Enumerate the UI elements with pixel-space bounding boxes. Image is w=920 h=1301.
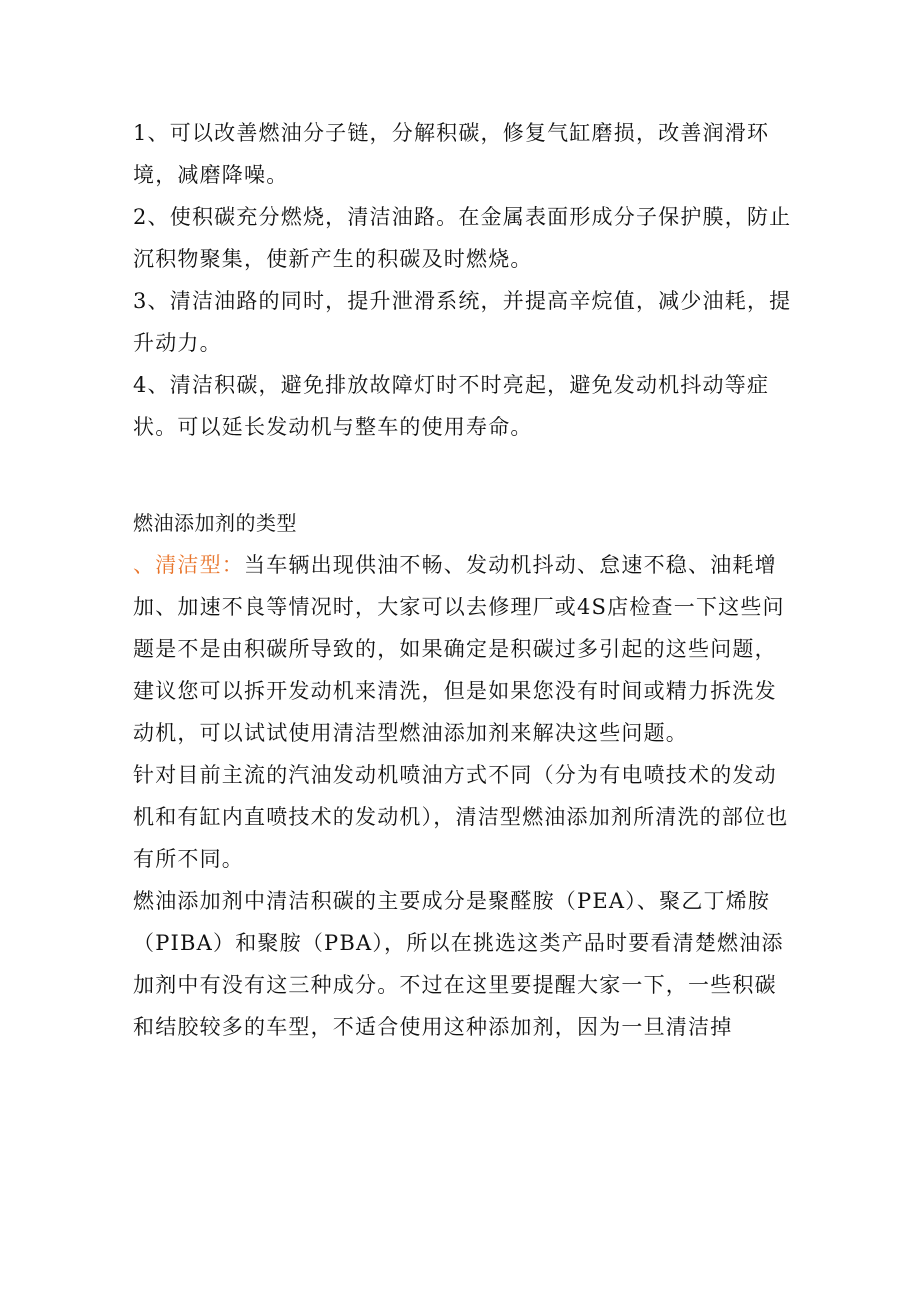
clean-type-label: 、清洁型： xyxy=(133,553,244,577)
benefit-item-2: 2、使积碳充分燃烧，清洁油路。在金属表面形成分子保护膜，防止沉积物聚集，使新产生的积碳及时燃烧。 xyxy=(133,205,792,271)
clean-type-paragraph xyxy=(133,544,793,754)
benefit-item-1: 1、可以改善燃油分子链，分解积碳，修复气缸磨损，改善润滑环境，减磨降噪。 xyxy=(133,121,770,187)
clean-type-text: 当车辆出现供油不畅、发动机抖动、怠速不稳、油耗增加、加速不良等情况时，大家可以去修理厂或4S店检查一下这些问题是不是由积碳所导致的，如果确定是积碳过多引起的这些问题，建议您可以拆开发动机来清洗，但是如果您没有时间或精力拆洗发动机，可以试试使用清洁型燃油添加剂来解决这些问题。 xyxy=(133,553,785,745)
document-body xyxy=(133,112,793,1048)
ingredients-paragraph: 燃油添加剂中清洁积碳的主要成分是聚醛胺（PEA）、聚乙丁烯胺（PIBA）和聚胺（PBA），所以在挑选这类产品时要看清楚燃油添加剂中有没有这三种成分。不过在这里要提醒大家一下，一些积碳和结胶较多的车型，不适合使用这种添加剂，因为一旦清洁掉 xyxy=(133,889,784,1039)
section-heading: 燃油添加剂的类型 xyxy=(133,511,297,535)
injection-paragraph: 针对目前主流的汽油发动机喷油方式不同（分为有电喷技术的发动机和有缸内直喷技术的发动机），清洁型燃油添加剂所清洗的部位也有所不同。 xyxy=(133,763,789,871)
benefit-item-3: 3、清洁油路的同时，提升泄滑系统，并提高辛烷值，减少油耗，提升动力。 xyxy=(133,289,792,355)
benefit-item-4: 4、清洁积碳，避免排放故障灯时不时亮起，避免发动机抖动等症状。可以延长发动机与整车的使用寿命。 xyxy=(133,373,770,439)
